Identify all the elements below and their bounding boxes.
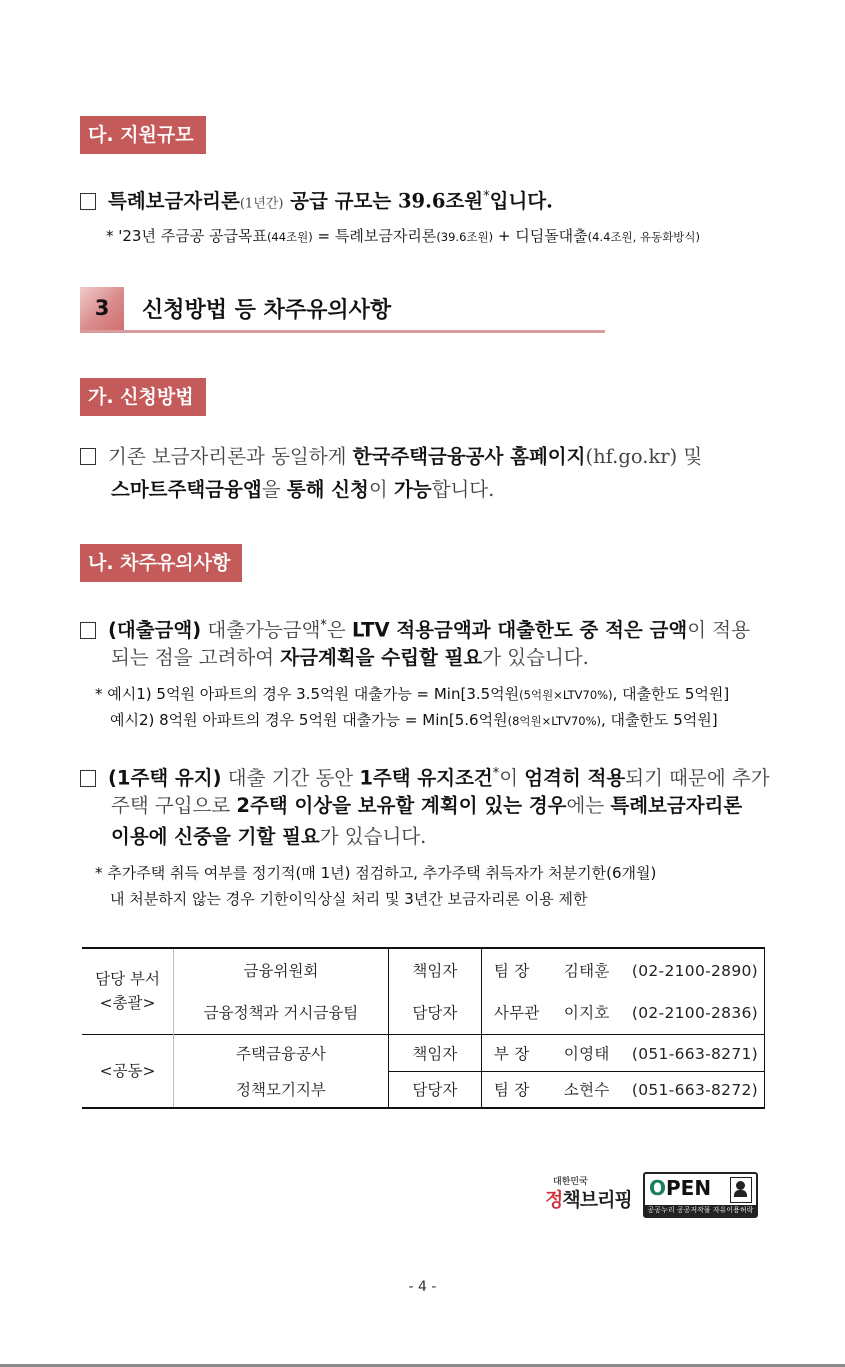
bullet-support-scale: 특례보금자리론(1년간) 공급 규모는 39.6조원*입니다.	[80, 181, 553, 221]
bullet-loan-amount-line2: 되는 점을 고려하여 자금계획을 수립할 필요가 있습니다.	[111, 646, 589, 669]
subsection-tag-support-scale: 다. 지원규모	[80, 116, 206, 154]
square-bullet-icon	[80, 622, 96, 639]
subsection-tag-application-method: 가. 신청방법	[80, 378, 206, 416]
role-cell: 담당자	[388, 991, 481, 1034]
phone-number: (051-663-8272)	[631, 1081, 758, 1100]
phone-number: (051-663-8271)	[631, 1044, 758, 1063]
role-cell: 담당자	[388, 1071, 481, 1108]
kogl-open-license-badge: OPEN 공공누리 공공저작물 자유이용허락	[643, 1172, 758, 1218]
table-row	[82, 948, 765, 991]
note-additional-house-line1: * 추가주택 취득 여부를 정기적(매 1년) 점검하고, 추가주택 취득자가 처분기한(6개월)	[95, 864, 657, 882]
org-cell: 금융정책과 거시금융팀	[174, 991, 389, 1034]
table-row	[82, 1071, 765, 1108]
square-bullet-icon	[80, 193, 96, 210]
phone-number: (02-2100-2836)	[631, 1004, 758, 1023]
bullet-application-line2: 스마트주택금융앱을 통해 신청이 가능합니다.	[111, 478, 495, 501]
person-cell: 팀 장 소현수 (051-663-8272)	[481, 1071, 764, 1108]
person-cell: 팀 장 김태훈 (02-2100-2890)	[493, 962, 758, 980]
contacts-table	[82, 947, 765, 1109]
role-cell: 책임자	[388, 1034, 481, 1071]
page-number: - 4 -	[408, 1279, 437, 1295]
footer-logos: 대한민국 정책브리핑 OPEN 공공누리 공공저작물 자유이용허락	[545, 1172, 760, 1218]
square-bullet-icon	[80, 448, 96, 465]
table-row	[82, 991, 765, 1034]
org-cell: 정책모기지부	[174, 1071, 389, 1108]
square-bullet-icon	[80, 770, 96, 787]
org-cell: 금융위원회	[174, 948, 389, 991]
bullet-one-house-line1: (1주택 유지) 대출 기간 동안 1주택 유지조건*이 엄격히 적용되기 때문에 추가	[80, 758, 770, 795]
dept-label-joint: <공동>	[82, 1034, 174, 1108]
note-loan-example-1: * 예시1) 5억원 아파트의 경우 3.5억원 대출가능 = Min[3.5억원(5억원×LTV70%), 대출한도 5억원]	[95, 685, 730, 703]
table-row	[82, 1034, 765, 1071]
bullet-one-house-line2: 주택 구입으로 2주택 이상을 보유할 계획이 있는 경우에는 특례보금자리론	[111, 794, 743, 817]
bullet-one-house-line3: 이용에 신중을 기할 필요가 있습니다.	[111, 825, 427, 848]
role-cell: 책임자	[388, 948, 481, 991]
attribution-person-icon	[730, 1177, 752, 1203]
note-supply-target: * '23년 주금공 공급목표(44조원) = 특례보금자리론(39.6조원) + 디딤돌대출(4.4조원, 유동화방식)	[106, 227, 701, 245]
person-cell: 부 장 이영태 (051-663-8271)	[481, 1034, 764, 1071]
section-underline	[80, 330, 605, 333]
section-number: 3	[80, 287, 124, 330]
note-additional-house-line2: 내 처분하지 않는 경우 기한이익상실 처리 및 3년간 보금자리론 이용 제한	[110, 890, 588, 908]
section-title: 신청방법 등 차주유의사항	[142, 298, 392, 323]
dept-label-general: 담당 부서 <총괄>	[82, 948, 174, 1034]
bullet-loan-amount-line1: (대출금액) 대출가능금액*은 LTV 적용금액과 대출한도 중 적은 금액이 적용	[80, 610, 750, 647]
phone-number: (02-2100-2890)	[631, 962, 758, 980]
bullet-application-line1: 기존 보금자리론과 동일하게 한국주택금융공사 홈페이지(hf.go.kr) 및	[80, 441, 702, 473]
subsection-tag-borrower-notes: 나. 차주유의사항	[80, 544, 242, 582]
section-heading-3	[80, 287, 605, 335]
org-cell: 주택금융공사	[174, 1034, 389, 1071]
note-loan-example-2: 예시2) 8억원 아파트의 경우 5억원 대출가능 = Min[5.6억원(8억원×LTV70%), 대출한도 5억원]	[110, 711, 718, 729]
person-cell: 사무관 이지호 (02-2100-2836)	[493, 1004, 758, 1023]
